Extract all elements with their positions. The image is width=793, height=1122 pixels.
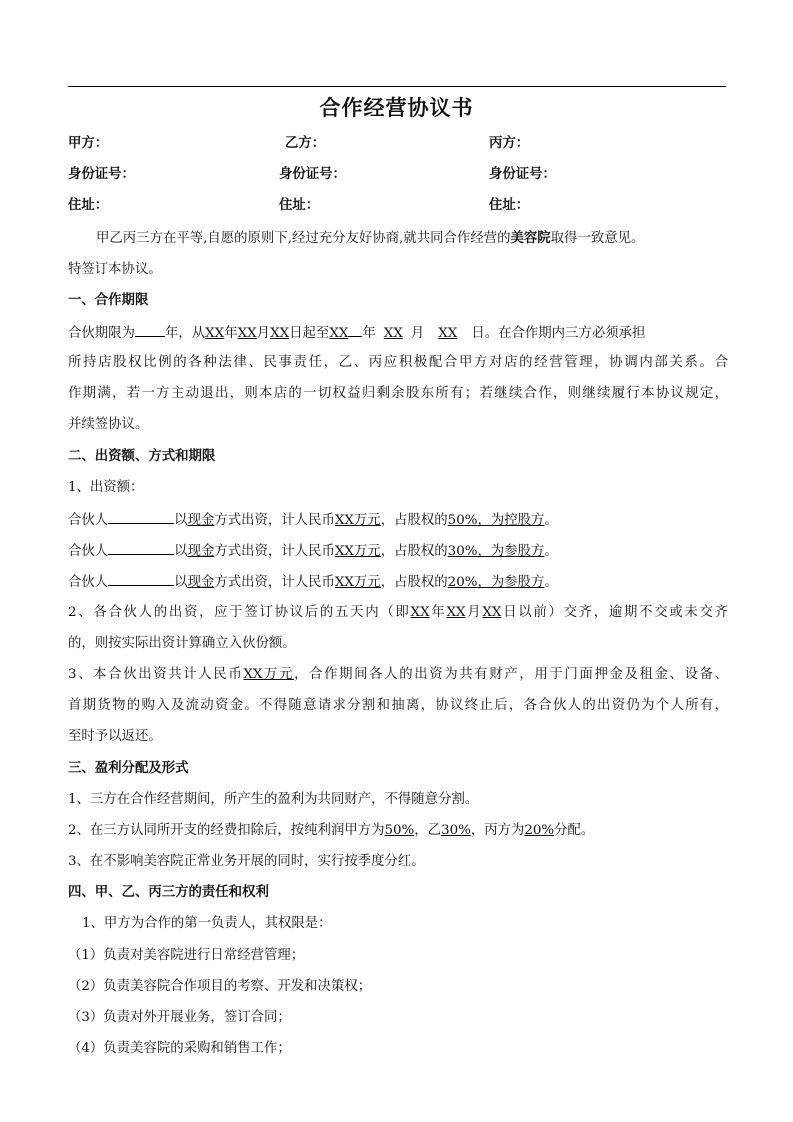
party-c-id-label: 身份证号： [489, 167, 556, 182]
intro-line-2: 特签订本协议。 [68, 262, 162, 277]
s1-line-2: 所持店股权比例的各种法律、民事责任，乙、丙应积极配合甲方对店的经营管理，协调内部关系。合 [68, 355, 728, 370]
party-c-address-label: 住址： [489, 198, 530, 213]
section-4-heading: 四、甲、乙、丙三方的责任和权利 [68, 885, 269, 900]
party-b-label: 乙方： [285, 136, 326, 151]
s2-item-3-line-2: 首期货物的购入及流动资金。不得随意请求分割和抽离，协议终止后，各合伙人的出资仍为个人所有， [68, 698, 728, 713]
contribution-row: 合伙人 以现金方式出资，计人民币XX万元，占股权的30%，为参股方。 [68, 540, 728, 562]
s3-item-2: 2、在三方认同所开支的经费扣除后，按纯利润甲方为50%，乙30%，丙方为20%分配。 [68, 823, 595, 838]
s3-item-3: 3、在不影响美容院正常业务开展的同时，实行按季度分红。 [68, 854, 425, 869]
document-title: 合作经营协议书 [319, 96, 474, 120]
term-years-blank [135, 322, 165, 337]
s2-item-1: 1、出资额： [68, 480, 144, 495]
s1-line-3: 作期满，若一方主动退出，则本店的一切权益归剩余股东所有；若继续合作，则继续履行本协议规定， [68, 386, 728, 401]
header-rule [68, 86, 726, 87]
partner-name-blank [108, 509, 174, 524]
s4-sub-item: （1）负责对美容院进行日常经营管理； [68, 948, 305, 963]
contribution-row: 合伙人 以现金方式出资，计人民币XX万元，占股权的20%，为参股方。 [68, 571, 728, 593]
party-a-label: 甲方： [68, 136, 109, 151]
s3-item-1: 1、三方在合作经营期间，所产生的盈利为共同财产，不得随意分割。 [68, 792, 479, 807]
party-b-address-label: 住址： [279, 198, 320, 213]
s4-sub-item: （4）负责美容院的采购和销售工作； [68, 1041, 291, 1056]
party-a-address-label: 住址： [68, 198, 109, 213]
s4-item-1: 1、甲方为合作的第一负责人，其权限是： [82, 916, 332, 931]
section-3-heading: 三、盈利分配及形式 [68, 761, 189, 776]
section-2-heading: 二、出资额、方式和期限 [68, 449, 216, 464]
store-name: 美容院 [510, 231, 551, 246]
s2-item-3: 3、本合伙出资共计人民币XX万元，合作期间各人的出资为共有财产，用于门面押金及租金、设备、 [68, 667, 728, 682]
s2-item-2: 2、各合伙人的出资，应于签订协议后的五天内（即XX年XX月XX日以前）交齐，逾期不交或未交齐 [68, 605, 729, 620]
s4-sub-item: （3）负责对外开展业务，签订合同； [68, 1010, 291, 1025]
party-b-id-label: 身份证号： [279, 167, 346, 182]
section-1-heading: 一、合作期限 [68, 293, 149, 308]
partner-name-blank [108, 571, 174, 586]
party-c-label: 丙方： [489, 136, 530, 151]
s2-item-2-line-2: 的，则按实际出资计算确立入伙份额。 [68, 636, 296, 651]
s1-term-line: 合伙期限为 年，从XX年XX月XX日起至XX 年 XX 月 XX 日。在合作期内三方必须承担 [68, 322, 728, 344]
s1-line-4: 并续签协议。 [68, 417, 149, 432]
intro-paragraph: 甲乙丙三方在平等,自愿的原则下,经过充分友好协商,就共同合作经营的美容院取得一致意见。 [96, 231, 645, 246]
s2-item-3-line-3: 至时予以返还。 [68, 729, 162, 744]
party-a-id-label: 身份证号： [68, 167, 135, 182]
partner-name-blank [108, 540, 174, 555]
s4-sub-item: （2）负责美容院合作项目的考察、开发和决策权； [68, 979, 372, 994]
contribution-row: 合伙人 以现金方式出资，计人民币XX万元，占股权的50%，为控股方。 [68, 509, 728, 531]
